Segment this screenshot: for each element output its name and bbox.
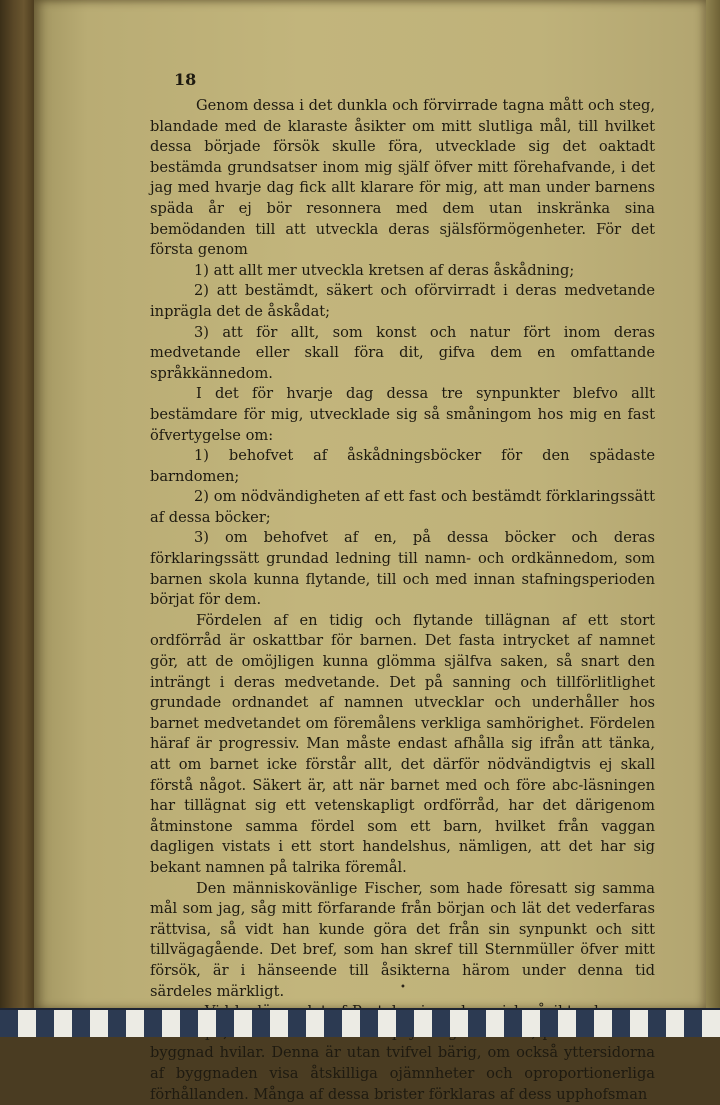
paragraph: byggnad hvilar. Denna är utan tvifvel bärig, om också yttersidorna af byggnaden visa åtskilliga ojämnheter och oproportionerliga förhållanden. Många af dessa brister förklaras af dess upphofsman bbox=[150, 1044, 655, 1103]
list-item: 1) behofvet af åskådningsböcker för den spädaste barndomen; bbox=[150, 447, 655, 485]
paragraph: Genom dessa i det dunkla och förvirrade tagna mått och steg, blandade med de klaraste åsikter om mitt slutliga mål, till hvilket dessa började försök skulle föra, utvecklade sig det oaktadt bestämda grundsatser inom mig själf öfver mitt förehafvande, i det jag med hvarje dag fick allt klarare för mig, att man under barnens späda år ej bör resonnera med dem utan inskränka sina bemödanden till att utveckla deras själsförmögenheter. För det första genom bbox=[150, 97, 655, 259]
paragraph: Den människovänlige Fischer, som hade föresatt sig samma mål som jag, såg mitt förfarande från början och lät det vederfaras rättvisa, så vidt han kunde göra det från sin synpunkt och sitt tillvägagående. Det bref, som han skref till Sternmüller öfver mitt försök, är i hänseende till åsikterna härom under denna tid särdeles märkligt. bbox=[150, 879, 655, 1000]
list-item: 3) om behofvet af en, på dessa böcker och deras förklaringssätt grundad ledning till namn- och ordkännedom, som barnen skola kunna flytande, till och med innan stafningsperioden börjat för dem. bbox=[150, 529, 655, 609]
paragraph: I det för hvarje dag dessa tre synpunkter blefvo allt bestämdare för mig, utvecklade sig så småningom hos mig en fast öfvertygelse om: bbox=[150, 385, 655, 444]
body-text bbox=[150, 96, 655, 1105]
scale-ruler bbox=[0, 1008, 720, 1037]
paragraph: Fördelen af en tidig och flytande tillägnan af ett stort ordförråd är oskattbar för barnen. Det fasta intrycket af namnet gör, att de omöjligen kunna glömma själfva saken, så snart den inträngt i deras medvetande. Det på sanning och tillförlitlighet grundade ordnandet af namnen utvecklar och underhåller hos barnet medvetandet om föremålens verkliga samhörighet. Fördelen häraf är progressiv. Man måste endast afhålla sig ifrån att tänka, att om barnet icke förstår allt, det därför nödvändigtvis ej skall förstå något. Säkert är, att när barnet med och före abc-läsningen har tillägnat sig ett vetenskapligt ordförråd, har det därigenom åtminstone samma fördel som ett barn, hvilket från vaggan dagligen vistats i ett stort handelshus, nämligen, att det har sig bekant namnen på talrika föremål. bbox=[150, 611, 655, 876]
list-item: 3) att för allt, som konst och natur fört inom deras medvetande eller skall föra dit, gifva dem en omfattande språkkännedom. bbox=[150, 323, 655, 382]
ornament-mark: • bbox=[400, 982, 406, 993]
page-edge bbox=[706, 0, 720, 1037]
list-item: 2) att bestämdt, säkert och oförvirradt i deras medvetande inprägla det de åskådat; bbox=[150, 282, 655, 320]
book-binding bbox=[0, 0, 34, 1037]
list-item: 1) att allt mer utveckla kretsen af deras åskådning; bbox=[194, 261, 575, 279]
list-item: 2) om nödvändigheten af ett fast och bestämdt förklaringssätt af dessa böcker; bbox=[150, 488, 655, 526]
page-number: 18 bbox=[174, 70, 197, 89]
